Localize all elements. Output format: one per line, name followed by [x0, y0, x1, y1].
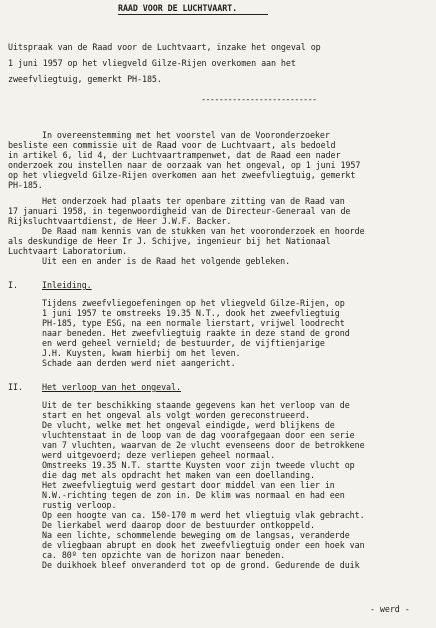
- preamble-line: Rijksluchtvaartdienst, de Heer J.W.F. Backer.: [8, 216, 232, 226]
- separator-line: --------------------------: [201, 94, 317, 104]
- section-line: van 7 vluchten, waarvan de 2e vlucht evenseens door de betrokkene: [42, 440, 365, 450]
- preamble-line: Uit een en ander is de Raad het volgende gebleken.: [42, 256, 291, 266]
- section-line: de vliegbaan abrupt en dook het zweefvliegtuig onder een hoek van: [42, 540, 365, 550]
- section-line: Omstreeks 19.35 N.T. startte Kuysten voor zijn tweede vlucht op: [42, 460, 355, 470]
- preamble-line: Het onderzoek had plaats ter openbare zitting van de Raad van: [42, 196, 345, 206]
- preamble-line: onderzoek zou instellen naar de oorzaak van het ongeval, op 1 juni 1957: [8, 160, 361, 170]
- preamble-line: besliste een commissie uit de Raad voor de Luchtvaart, als bedoeld: [8, 140, 336, 150]
- section-line: ca. 80º ten opzichte van de horizon naar beneden.: [42, 550, 286, 560]
- section-number: II.: [8, 382, 23, 392]
- preamble-line: PH-185.: [8, 180, 43, 190]
- section-heading: Het verloop van het ongeval.: [42, 382, 181, 392]
- section-line: De vlucht, welke met het ongeval eindigde, werd blijkens de: [42, 420, 335, 430]
- page-continuation: - werd -: [370, 604, 410, 614]
- section-line: rustig verloop.: [42, 500, 117, 510]
- preamble-line: De Raad nam kennis van de stukken van het vooronderzoek en hoorde: [42, 226, 365, 236]
- preamble-line: 17 januari 1958, in tegenwoordigheid van de Directeur-Generaal van de: [8, 206, 351, 216]
- section-line: Het zweefvliegtuig werd gestart door middel van een lier in: [42, 480, 335, 490]
- section-line: Na een lichte, schommelende beweging om de langsas, veranderde: [42, 530, 350, 540]
- section-line: De lierkabel werd daarop door de bestuurder ontkoppeld.: [42, 520, 315, 530]
- section-line: start en het ongeval als volgt worden gereconstrueerd.: [42, 410, 310, 420]
- section-line: 1 juni 1957 te omstreeks 19.35 N.T., dook het zweefvliegtuig: [42, 308, 340, 318]
- section-line: Uit de ter beschikking staande gegevens kan het verloop van de: [42, 400, 350, 410]
- section-line: Schade aan derden werd niet aangericht.: [42, 358, 236, 368]
- intro-line: Uitspraak van de Raad voor de Luchtvaart, inzake het ongeval op: [8, 42, 321, 52]
- section-line: vluchtenstaat in de loop van de dag voorafgegaan door een serie: [42, 430, 355, 440]
- section-line: naar beneden. Het zweefvliegtuig raakte in deze stand de grond: [42, 328, 350, 338]
- preamble-line: op het vliegveld Gilze-Rijen overkomen aan het zweefvliegtuig, gemerkt: [8, 170, 356, 180]
- preamble-line: in artikel 6, lid 4, der Luchtvaartrampenwet, dat de Raad een nader: [8, 150, 341, 160]
- preamble-line: als deskundige de Heer Ir J. Schijve, ingenieur bij het Nationaal: [8, 236, 331, 246]
- section-line: N.W.-richting tegen de zon in. De klim was normaal en had een: [42, 490, 345, 500]
- preamble-line: In overeenstemming met het voorstel van de Vooronderzoeker: [42, 130, 330, 140]
- section-line: en werd geheel vernield; de bestuurder, de vijftienjarige: [42, 338, 325, 348]
- section-line: PH-185, type ESG, na een normale lierstart, vrijwel loodrecht: [42, 318, 345, 328]
- section-line: Op een hoogte van ca. 150-170 m werd het vliegtuig vlak gebracht.: [42, 510, 365, 520]
- document-title: RAAD VOOR DE LUCHTVAART.: [118, 3, 238, 13]
- section-line: De duikhoek bleef onveranderd tot op de grond. Gedurende de duik: [42, 560, 360, 570]
- title-underline: [118, 14, 268, 15]
- section-heading: Inleiding.: [42, 280, 92, 290]
- intro-line: 1 juni 1957 op het vliegveld Gilze-Rijen overkomen aan het: [8, 58, 296, 68]
- section-line: die dag met als opdracht het maken van een doellanding.: [42, 470, 315, 480]
- section-line: werd uitgevoerd; deze verliepen geheel normaal.: [42, 450, 276, 460]
- intro-line: zweefvliegtuig, gemerkt PH-185.: [8, 74, 162, 84]
- section-line: Tijdens zweefvliegoefeningen op het vliegveld Gilze-Rijen, op: [42, 298, 345, 308]
- section-number: I.: [8, 280, 18, 290]
- preamble-line: Luchtvaart Laboratorium.: [8, 246, 128, 256]
- section-line: J.H. Kuysten, kwam hierbij om het leven.: [42, 348, 241, 358]
